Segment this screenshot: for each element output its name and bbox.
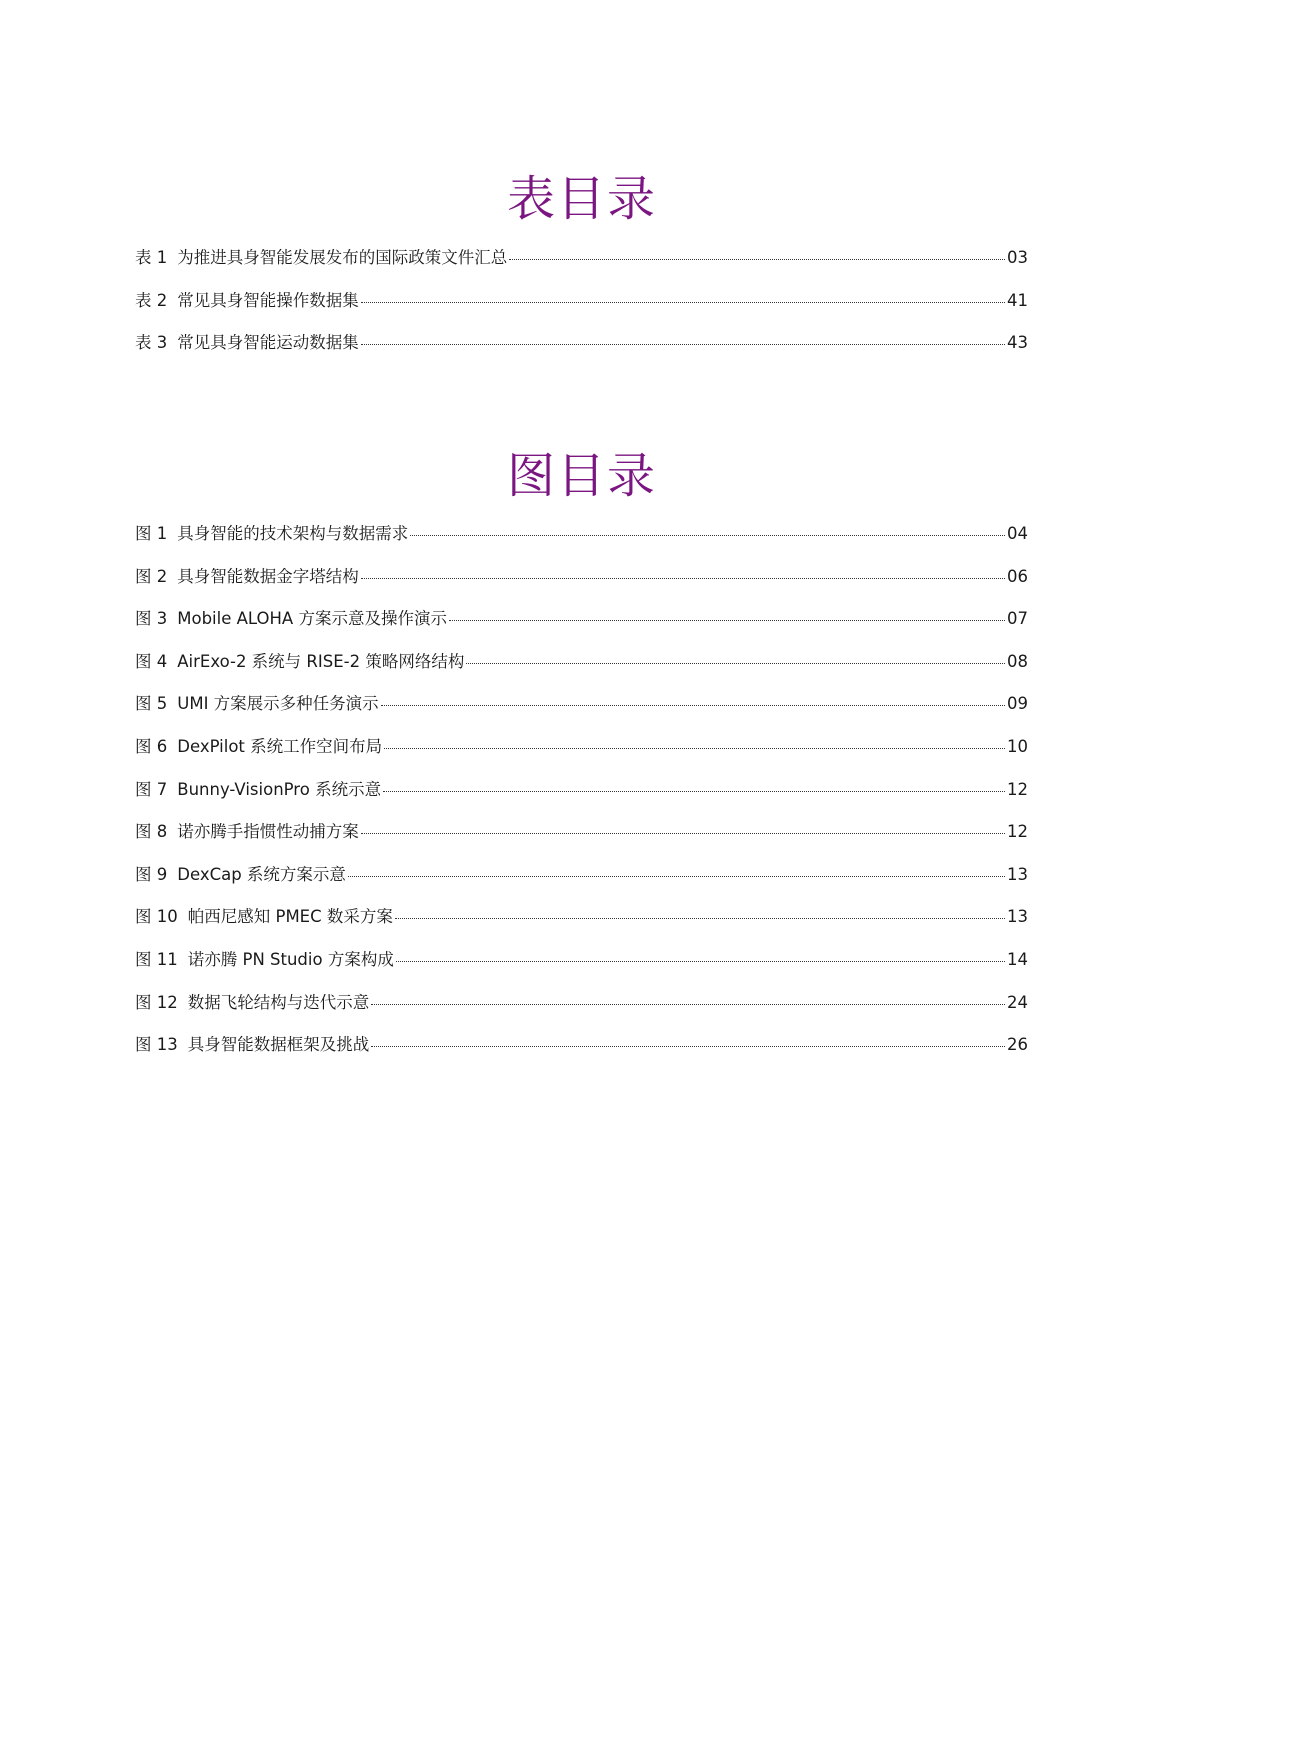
leader-dots bbox=[348, 876, 1005, 877]
entry-label: 常见具身智能操作数据集 bbox=[177, 290, 359, 310]
toc-entry[interactable] bbox=[135, 903, 1028, 946]
leader-dots bbox=[383, 791, 1005, 792]
figures-list bbox=[135, 520, 1028, 1074]
leader-dots bbox=[466, 663, 1005, 664]
toc-entry[interactable] bbox=[135, 605, 1028, 648]
entry-number: 图 2 bbox=[135, 566, 168, 586]
entry-page: 10 bbox=[1007, 736, 1028, 756]
entry-number: 表 1 bbox=[135, 248, 168, 267]
entry-page: 41 bbox=[1007, 290, 1028, 310]
entry-number: 图 12 bbox=[135, 992, 178, 1012]
leader-dots bbox=[384, 748, 1005, 749]
leader-dots bbox=[449, 620, 1005, 621]
toc-entry[interactable] bbox=[135, 818, 1028, 861]
entry-page: 07 bbox=[1007, 609, 1028, 629]
entry-page: 24 bbox=[1007, 992, 1028, 1012]
entry-number: 图 4 bbox=[135, 651, 168, 671]
leader-dots bbox=[396, 961, 1005, 962]
toc-entry[interactable] bbox=[135, 1031, 1028, 1074]
entry-label: 诺亦腾手指惯性动捕方案 bbox=[177, 822, 359, 842]
entry-page: 08 bbox=[1007, 651, 1028, 671]
entry-page: 12 bbox=[1007, 779, 1028, 799]
entry-number: 图 7 bbox=[135, 779, 168, 799]
entry-number: 图 1 bbox=[135, 524, 168, 543]
entry-label: AirExo-2 系统与 RISE-2 策略网络结构 bbox=[177, 651, 465, 671]
toc-entry[interactable] bbox=[135, 287, 1028, 330]
entry-page: 26 bbox=[1007, 1035, 1028, 1055]
leader-dots bbox=[361, 302, 1005, 303]
leader-dots bbox=[371, 1004, 1005, 1005]
leader-dots bbox=[361, 833, 1005, 834]
entry-number: 图 8 bbox=[135, 822, 168, 842]
toc-entry[interactable] bbox=[135, 244, 1028, 287]
entry-label: Mobile ALOHA 方案示意及操作演示 bbox=[177, 609, 447, 629]
toc-entry[interactable] bbox=[135, 648, 1028, 691]
entry-number: 图 5 bbox=[135, 694, 168, 714]
entry-number: 图 10 bbox=[135, 907, 178, 927]
entry-label: 帕西尼感知 PMEC 数采方案 bbox=[187, 907, 393, 927]
entry-page: 12 bbox=[1007, 822, 1028, 842]
entry-label: UMI 方案展示多种任务演示 bbox=[177, 694, 379, 714]
entry-page: 04 bbox=[1007, 524, 1028, 543]
entry-label: Bunny-VisionPro 系统示意 bbox=[177, 779, 382, 799]
entry-number: 图 6 bbox=[135, 736, 168, 756]
entry-label: DexCap 系统方案示意 bbox=[177, 864, 346, 884]
entry-label: 为推进具身智能发展发布的国际政策文件汇总 bbox=[177, 248, 508, 267]
toc-entry[interactable] bbox=[135, 520, 1028, 563]
entry-label: 具身智能数据框架及挑战 bbox=[187, 1035, 370, 1055]
toc-entry[interactable] bbox=[135, 329, 1028, 372]
entry-page: 09 bbox=[1007, 694, 1028, 714]
entry-page: 06 bbox=[1007, 566, 1028, 586]
entry-label: 数据飞轮结构与迭代示意 bbox=[187, 992, 370, 1012]
entry-page: 03 bbox=[1007, 248, 1028, 267]
toc-entry[interactable] bbox=[135, 946, 1028, 989]
leader-dots bbox=[361, 344, 1005, 345]
entry-label: 常见具身智能运动数据集 bbox=[177, 333, 359, 353]
toc-entry[interactable] bbox=[135, 989, 1028, 1032]
toc-entry[interactable] bbox=[135, 776, 1028, 819]
toc-entry[interactable] bbox=[135, 563, 1028, 606]
figures-list-title: 图目录 bbox=[506, 448, 657, 504]
leader-dots bbox=[509, 259, 1005, 260]
leader-dots bbox=[361, 578, 1005, 579]
entry-label: 具身智能数据金字塔结构 bbox=[177, 566, 359, 586]
entry-number: 表 2 bbox=[135, 290, 168, 310]
toc-entry[interactable] bbox=[135, 861, 1028, 904]
entry-number: 图 3 bbox=[135, 609, 168, 629]
entry-page: 43 bbox=[1007, 333, 1028, 353]
toc-entry[interactable] bbox=[135, 690, 1028, 733]
tables-list-title: 表目录 bbox=[506, 171, 657, 227]
leader-dots bbox=[395, 918, 1005, 919]
entry-number: 图 11 bbox=[135, 949, 178, 969]
toc-entry[interactable] bbox=[135, 733, 1028, 776]
entry-number: 图 9 bbox=[135, 864, 168, 884]
tables-list bbox=[135, 244, 1028, 372]
entry-page: 14 bbox=[1007, 949, 1028, 969]
entry-page: 13 bbox=[1007, 864, 1028, 884]
entry-number: 图 13 bbox=[135, 1035, 178, 1055]
entry-label: 具身智能的技术架构与数据需求 bbox=[177, 524, 409, 543]
entry-label: 诺亦腾 PN Studio 方案构成 bbox=[187, 949, 394, 969]
entry-number: 表 3 bbox=[135, 333, 168, 353]
leader-dots bbox=[410, 535, 1005, 536]
entry-label: DexPilot 系统工作空间布局 bbox=[177, 736, 383, 756]
entry-page: 13 bbox=[1007, 907, 1028, 927]
leader-dots bbox=[371, 1046, 1005, 1047]
leader-dots bbox=[381, 705, 1005, 706]
